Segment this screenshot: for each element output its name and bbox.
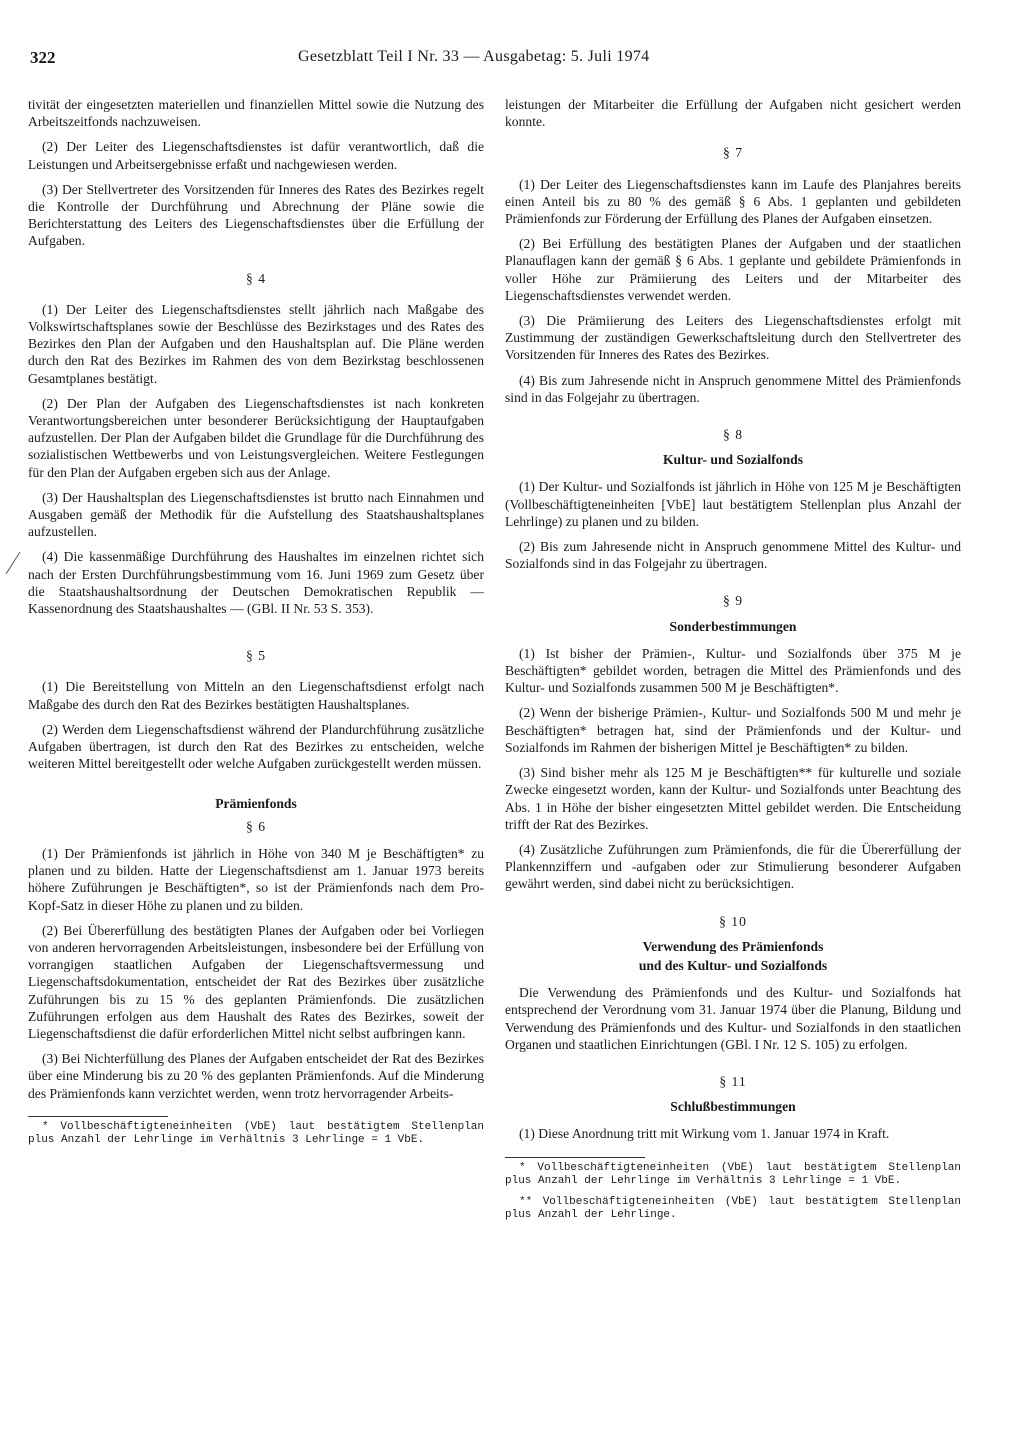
left-column [28, 96, 484, 1155]
paragraph: leistungen der Mitarbeiter die Erfüllung der Aufgaben nicht gesichert werden konnte. [505, 97, 961, 130]
paragraph: (2) Bei Erfüllung des bestätigten Planes der Aufgaben und der staatlichen Planauflagen kann der gemäß § 6 Abs. 1 geplante und gebildete Prämienfonds in voller Höhe zur Prämiierung des Leiters und der Mitarbeiter des Liegenschaftsdienstes verwendet werden. [505, 236, 961, 303]
page-number: 322 [30, 48, 56, 67]
footnote: * Vollbeschäftigteneinheiten (VbE) laut bestätigtem Stellenplan plus Anzahl der Lehrlinge im Verhältnis 3 Lehrlinge = 1 VbE. [28, 1120, 484, 1146]
paragraph: (1) Der Leiter des Liegenschaftsdienstes kann im Laufe des Planjahres bereits einen Anteil bis zu 80 % des gemäß § 6 Abs. 1 geplanten und gebildeten Prämienfonds zur Förderung der Erfüllung des Planes der Aufgaben einsetzen. [505, 176, 961, 227]
section-heading-5: § 5 [246, 648, 266, 664]
subheading-praemienfonds: Prämienfonds [215, 795, 297, 811]
section-heading-6: § 6 [246, 818, 266, 834]
paragraph: (1) Der Leiter des Liegenschaftsdienstes stellt jährlich nach Maßgabe des Volkswirtschaftsplanes sowie der Beschlüsse des Bezirkstages und des Rates des Bezirkes den Plan der Aufgaben und den Haushaltsplan auf. Die Pläne werden durch den Rat des Bezirkes im Rahmen des von dem Bezirkstag beschlossenen Gesamtplanes bestätigt. [28, 301, 484, 386]
subheading-schlussbestimmungen: Schlußbestimmungen [670, 1099, 796, 1115]
section-heading-7: § 7 [723, 145, 743, 161]
section-heading-11: § 11 [719, 1073, 747, 1089]
footnote-rule [28, 1116, 168, 1117]
paragraph: tivität der eingesetzten materiellen und finanziellen Mittel sowie die Nutzung des Arbeitszeitfonds nachzuweisen. [28, 97, 484, 130]
paragraph: (1) Ist bisher der Prämien-, Kultur- und Sozialfonds über 375 M je Beschäftigten* gebildet worden, betragen die Mittel des Prämienfonds und des Kultur- und Sozialfonds zusammen 500 M je Beschäftigten*. [505, 645, 961, 696]
right-column [505, 96, 961, 1230]
paragraph: (2) Der Leiter des Liegenschaftsdienstes ist dafür verantwortlich, daß die Leistungen und Arbeitsergebnisse erfaßt und nachgewiesen werden. [28, 139, 484, 172]
paragraph: (1) Der Prämienfonds ist jährlich in Höhe von 340 M je Beschäftigten* zu planen und zu bilden. Hatte der Liegenschaftsdienst am 1. Januar 1973 bereits höhere Zuführungen je Beschäftigten*, so ist der Prämienfonds nach dem Pro-Kopf-Satz in dieser Höhe zu planen und zu bilden. [28, 845, 484, 913]
subheading-verwendung-1: Verwendung des Prämienfonds [642, 938, 824, 954]
footnote-1: * Vollbeschäftigteneinheiten (VbE) laut bestätigtem Stellenplan plus Anzahl der Lehrlinge im Verhältnis 3 Lehrlinge = 1 VbE. [505, 1161, 961, 1187]
paragraph: (3) Sind bisher mehr als 125 M je Beschäftigten** für kulturelle und soziale Zwecke eingesetzt worden, kann der Kultur- und Sozialfonds unter Beachtung des Abs. 1 in Höhe der bisher eingesetzten Mittel gebildet werden. Die Entscheidung trifft der Rat des Bezirkes. [505, 765, 961, 832]
paragraph: (2) Bei Übererfüllung des bestätigten Planes der Aufgaben oder bei Vorliegen von anderen hervorragenden Arbeitsleistungen, insbesondere bei der Erfüllung von vorrangigen staatlichen Aufgaben der Liegenschaftsvermessung und Liegenschaftsdokumentation, entscheidet der Rat des Bezirkes über zusätzliche Zuführungen bis zu 15 % des geplanten Prämienfonds. Die zusätzlichen Zuführungen erfolgen aus dem Haushalt des Rates des Bezirkes, soweit der Liegenschaftsdienst die dafür erforderlichen Mittel nicht selbst aufbringen kann. [28, 922, 484, 1041]
paragraph: (2) Bis zum Jahresende nicht in Anspruch genommene Mittel des Kultur- und Sozialfonds sind in das Folgejahr zu übertragen. [505, 539, 961, 572]
paragraph: (3) Die Prämiierung des Leiters des Liegenschaftsdienstes erfolgt mit Zustimmung der zuständigen Gewerkschaftsleitung durch den Stellvertreter des Vorsitzenden für Inneres des Rates des Bezirkes. [505, 313, 961, 363]
subheading-kultur-sozialfonds: Kultur- und Sozialfonds [662, 452, 803, 468]
paragraph: (3) Der Stellvertreter des Vorsitzenden für Inneres des Rates des Bezirkes regelt die Kontrolle der Durchführung und Abrechnung der Pläne sowie die Berichterstattung des Leiters des Liegenschaftsdienstes über die Erfüllung der Aufgaben. [28, 181, 484, 249]
paragraph: (4) Zusätzliche Zuführungen zum Prämienfonds, die für die Übererfüllung der Plankennziffern und -aufgaben oder zur Stimulierung besonderer Aufgaben gewährt werden, sind dabei nicht zu berücksichtigen. [505, 841, 961, 892]
paragraph: (1) Die Bereitstellung von Mitteln an den Liegenschaftsdienst erfolgt nach Maßgabe des durch den Rat des Bezirkes bestätigten Haushaltsplanes. [28, 679, 484, 712]
section-heading-4: § 4 [246, 270, 266, 286]
page-header [30, 48, 700, 74]
paragraph: (2) Wenn der bisherige Prämien-, Kultur- und Sozialfonds 500 M und mehr je Beschäftigten* betragen hat, sind der Prämienfonds und der Kultur- und Sozialfonds im Rahmen der bisherigen Mittel je Beschäftigten* zu bilden. [505, 705, 961, 755]
margin-pencil-mark [4, 548, 24, 578]
paragraph: (2) Der Plan der Aufgaben des Liegenschaftsdienstes ist nach konkreten Verantwortungsbereichen unter besonderer Berücksichtigung der Hauptaufgaben aufzustellen. Der Plan der Aufgaben bildet die Grundlage für die Durchführung des sozialistischen Wettbewerbs und von Leistungsvergleichen. Weitere Festlegungen für den Plan der Aufgaben ergeben sich aus der Anlage. [28, 395, 484, 480]
paragraph: (4) Die kassenmäßige Durchführung des Haushaltes im einzelnen richtet sich nach der Ersten Durchführungsbestimmung vom 16. Juni 1969 zum Gesetz über die Staatshaushaltsordnung der Deutschen Demokratischen Republik — Kassenordnung des Staatshaushaltes — (GBl. II Nr. 53 S. 353). [28, 549, 484, 617]
paragraph: (2) Werden dem Liegenschaftsdienst während der Plandurchführung zusätzliche Aufgaben übertragen, ist durch den Rat des Bezirkes zu entscheiden, welche weiteren Mittel bereitgestellt oder welche Aufgaben zurückgestellt werden müssen. [28, 721, 484, 772]
paragraph: (3) Bei Nichterfüllung des Planes der Aufgaben entscheidet der Rat des Bezirkes über eine Minderung bis zu 20 % des geplanten Prämienfonds. Auf die Minderung des Prämienfonds kann verzichtet werden, wenn trotz hervorragender Arbeits- [28, 1051, 484, 1101]
footnote-rule [505, 1157, 645, 1158]
paragraph: (1) Diese Anordnung tritt mit Wirkung vom 1. Januar 1974 in Kraft. [519, 1126, 890, 1142]
subheading-sonderbestimmungen: Sonderbestimmungen [669, 618, 797, 634]
section-heading-9: § 9 [723, 593, 743, 609]
footnote-2: ** Vollbeschäftigteneinheiten (VbE) laut bestätigtem Stellenplan plus Anzahl der Lehrlinge. [505, 1195, 961, 1221]
paragraph: (4) Bis zum Jahresende nicht in Anspruch genommene Mittel des Prämienfonds sind in das Folgejahr zu übertragen. [505, 372, 961, 405]
section-heading-10: § 10 [719, 913, 747, 929]
paragraph: (1) Der Kultur- und Sozialfonds ist jährlich in Höhe von 125 M je Beschäftigten (Vollbeschäftigteneinheiten [VbE] laut bestätigtem Stellenplan plus Anzahl der Lehrlinge) zu planen und zu bilden. [505, 479, 961, 529]
section-heading-8: § 8 [723, 427, 743, 443]
paragraph: (3) Der Haushaltsplan des Liegenschaftsdienstes ist brutto nach Einnahmen und Ausgaben gemäß der Methodik für die Aufstellung des Staatshaushaltsplanes aufzustellen. [28, 489, 484, 540]
subheading-verwendung-2: und des Kultur- und Sozialfonds [638, 957, 828, 973]
paragraph: Die Verwendung des Prämienfonds und des Kultur- und Sozialfonds hat entsprechend der Verordnung vom 31. Januar 1974 über die Planung, Bildung und Verwendung des Prämienfonds und des Kultur- und Sozialfonds in den staatlichen Organen und staatlichen Einrichtungen (GBl. I Nr. 12 S. 105) zu erfolgen. [505, 985, 961, 1052]
running-title: Gesetzblatt Teil I Nr. 33 — Ausgabetag: 5. Juli 1974 [298, 48, 650, 65]
